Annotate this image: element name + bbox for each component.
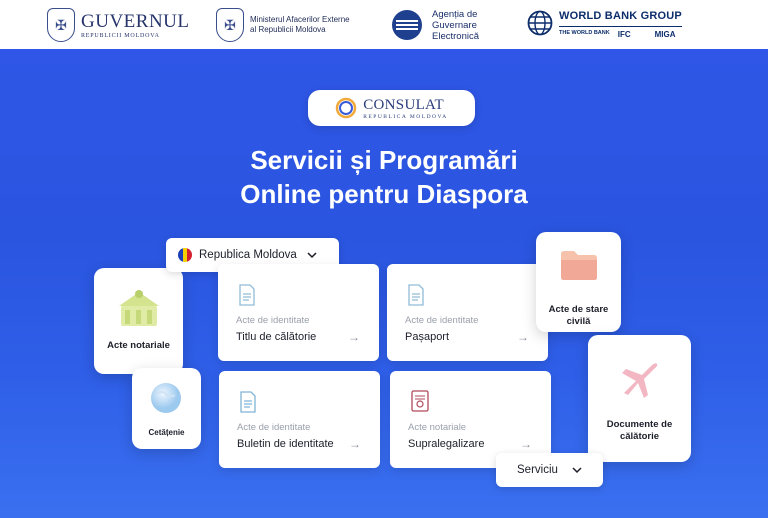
- document-icon: [407, 284, 425, 306]
- hero-section: [0, 49, 768, 518]
- tile-cetatenie[interactable]: [132, 368, 201, 449]
- guvernul-subtitle: REPUBLICII MOLDOVA: [81, 33, 160, 39]
- consulat-emblem-icon: [335, 97, 357, 119]
- page-headline: [0, 143, 768, 211]
- tile-acte-notariale[interactable]: [94, 268, 183, 374]
- airplane-icon: [616, 355, 662, 401]
- guvernul-title: GUVERNUL: [81, 11, 190, 32]
- mae-logo: [216, 8, 360, 42]
- e-gov-icon: [390, 8, 424, 42]
- headline-line1: Servicii și Programări: [250, 145, 518, 175]
- arrow-right-icon: →: [348, 330, 360, 344]
- building-icon: [116, 286, 162, 330]
- folder-icon: [559, 248, 599, 282]
- service-card[interactable]: [219, 371, 380, 468]
- consulat-logo[interactable]: [308, 90, 475, 126]
- coat-of-arms-icon: ✠: [47, 8, 75, 42]
- service-select-value: Serviciu: [517, 464, 558, 476]
- consulat-subtitle: REPUBLICA MOLDOVA: [363, 113, 448, 120]
- chevron-down-icon: [572, 467, 582, 474]
- coat-of-arms-icon: ✠: [216, 8, 244, 42]
- moldova-flag-icon: [178, 248, 192, 262]
- tile-label: Documente de călătorie: [606, 419, 673, 442]
- world-bank-logo: [527, 10, 682, 39]
- service-card-title: Supralegalizare: [408, 438, 485, 450]
- wb-sub-worldbank: THE WORLD BANK: [559, 30, 610, 36]
- country-select-value: Republica Moldova: [199, 249, 297, 261]
- service-card-title: Titlu de călătorie: [236, 331, 317, 343]
- agentia-line2: Guvernare: [432, 19, 477, 31]
- service-card-category: Acte de identitate: [236, 315, 310, 326]
- tile-label: Acte notariale: [107, 340, 170, 351]
- chevron-down-icon: [307, 252, 317, 259]
- service-card-title: Buletin de identitate: [237, 438, 334, 450]
- agentia-logo: [390, 8, 512, 42]
- tile-label: Cetățenie: [148, 428, 185, 437]
- tile-label: Acte de stare civilă: [548, 304, 609, 327]
- mae-line2: al Republicii Moldova: [250, 25, 326, 34]
- service-select[interactable]: [496, 453, 603, 487]
- service-card[interactable]: [387, 264, 548, 361]
- document-icon: [238, 284, 256, 306]
- guvernul-logo: [47, 8, 190, 42]
- headline-line2: Online pentru Diaspora: [240, 179, 528, 209]
- tile-acte-stare-civila[interactable]: [536, 232, 621, 332]
- service-card-category: Acte de identitate: [405, 315, 479, 326]
- agentia-line1: Agenția de: [432, 8, 478, 20]
- document-icon: [239, 391, 257, 413]
- agentia-line3: Electronică: [432, 30, 479, 42]
- tile-documente-calatorie[interactable]: [588, 335, 691, 462]
- consulat-title: CONSULAT: [363, 96, 444, 113]
- service-card-title: Pașaport: [405, 331, 450, 343]
- service-card[interactable]: [218, 264, 379, 361]
- wb-sub-miga: MIGA: [654, 30, 676, 39]
- arrow-right-icon: →: [517, 330, 529, 344]
- mae-line1: Ministerul Afacerilor Externe: [250, 15, 350, 24]
- arrow-right-icon: →: [349, 437, 361, 451]
- globe-icon: [148, 380, 184, 416]
- service-card-category: Acte notariale: [408, 422, 467, 433]
- certificate-icon: [410, 390, 430, 412]
- service-card-category: Acte de identitate: [237, 422, 311, 433]
- wb-sub-ifc: IFC: [617, 30, 631, 39]
- world-bank-title: WORLD BANK GROUP: [559, 10, 682, 22]
- globe-icon: [527, 10, 553, 36]
- partner-logos-bar: [0, 0, 768, 49]
- arrow-right-icon: →: [520, 437, 532, 451]
